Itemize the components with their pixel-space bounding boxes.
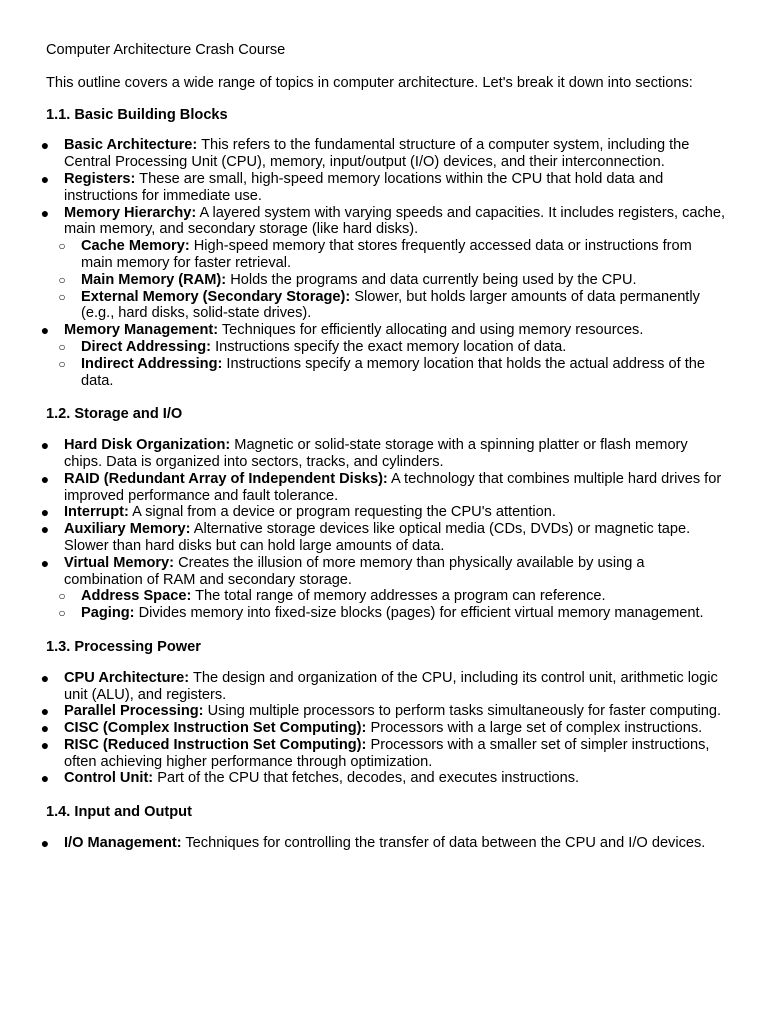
item-description: Creates the illusion of more memory than physically available by using a combination of RAM and secondary storage. bbox=[64, 554, 645, 588]
item-term: CPU Architecture: bbox=[64, 669, 190, 686]
item-term: I/O Management: bbox=[64, 835, 182, 852]
item-description: Using multiple processors to perform tasks simultaneously for faster computing. bbox=[203, 703, 722, 720]
sub-item-term: Cache Memory: bbox=[81, 238, 190, 255]
bullet-list bbox=[40, 669, 726, 788]
sub-list-item bbox=[58, 238, 726, 272]
bullet-list bbox=[40, 437, 726, 622]
list-item bbox=[40, 504, 726, 521]
item-term: Registers: bbox=[64, 170, 136, 187]
item-term: Interrupt: bbox=[64, 504, 129, 521]
sub-item-description: Holds the programs and data currently being used by the CPU. bbox=[226, 271, 637, 288]
sections-container bbox=[40, 106, 726, 852]
bullet-dot-icon: ● bbox=[40, 521, 50, 538]
bullet-circle-icon: ○ bbox=[58, 356, 66, 371]
bullet-circle-icon: ○ bbox=[58, 289, 66, 304]
item-term: Hard Disk Organization: bbox=[64, 437, 231, 454]
item-description: Techniques for controlling the transfer of data between the CPU and I/O devices. bbox=[181, 835, 706, 852]
bullet-circle-icon: ○ bbox=[58, 239, 66, 254]
bullet-dot-icon: ● bbox=[40, 437, 50, 454]
list-item bbox=[40, 170, 726, 205]
sub-item-term: External Memory (Secondary Storage): bbox=[81, 288, 351, 305]
sub-item-term: Main Memory (RAM): bbox=[81, 271, 227, 288]
document-title: Computer Architecture Crash Course bbox=[46, 42, 286, 58]
item-description: Alternative storage devices like optical media (CDs, DVDs) or magnetic tape. Slower than hard disks but can hold large amounts of data. bbox=[64, 521, 691, 554]
bullet-circle-icon: ○ bbox=[58, 272, 66, 287]
sub-item-description: High-speed memory that stores frequently accessed data or instructions from main memory for faster retrieval. bbox=[81, 238, 692, 271]
list-item bbox=[40, 720, 726, 737]
item-description: Techniques for efficiently allocating and using memory resources. bbox=[218, 322, 644, 339]
sub-list-item bbox=[58, 355, 726, 390]
bullet-dot-icon: ● bbox=[40, 470, 50, 487]
bullet-circle-icon: ○ bbox=[58, 339, 66, 354]
bullet-dot-icon: ● bbox=[40, 554, 50, 571]
sub-item-term: Indirect Addressing: bbox=[81, 355, 223, 372]
list-item bbox=[40, 669, 726, 704]
sub-item-term: Direct Addressing: bbox=[81, 338, 212, 355]
bullet-circle-icon: ○ bbox=[58, 606, 66, 621]
item-term: Auxiliary Memory: bbox=[64, 521, 191, 538]
sub-item-description: Instructions specify the exact memory location of data. bbox=[211, 338, 567, 355]
sub-item-description: Instructions specify a memory location that holds the actual address of the data. bbox=[81, 355, 706, 389]
sub-item-description: The total range of memory addresses a program can reference. bbox=[191, 588, 606, 605]
item-description: A signal from a device or program requesting the CPU's attention. bbox=[128, 504, 556, 521]
section-heading: 1.3. Processing Power bbox=[46, 638, 201, 655]
sub-item-term: Paging: bbox=[81, 605, 135, 622]
item-description: These are small, high-speed memory locations within the CPU that hold data and instructions for immediate use. bbox=[64, 170, 664, 204]
item-term: Parallel Processing: bbox=[64, 703, 204, 720]
bullet-dot-icon: ● bbox=[40, 770, 50, 787]
sub-bullet-list bbox=[58, 588, 726, 622]
sub-bullet-list bbox=[58, 338, 726, 389]
bullet-dot-icon: ● bbox=[40, 720, 50, 737]
list-item bbox=[40, 554, 726, 622]
item-term: Memory Hierarchy: bbox=[64, 204, 197, 221]
section-heading: 1.4. Input and Output bbox=[46, 804, 192, 821]
list-item bbox=[40, 437, 726, 471]
sub-list-item bbox=[58, 271, 726, 289]
bullet-circle-icon: ○ bbox=[58, 589, 66, 604]
item-term: CISC (Complex Instruction Set Computing): bbox=[64, 720, 367, 737]
list-item bbox=[40, 521, 726, 555]
bullet-dot-icon: ● bbox=[40, 504, 50, 521]
item-term: RAID (Redundant Array of Independent Disks): bbox=[64, 470, 388, 487]
list-item bbox=[40, 322, 726, 389]
item-term: Virtual Memory: bbox=[64, 554, 175, 571]
list-item bbox=[40, 835, 726, 852]
bullet-dot-icon: ● bbox=[40, 170, 50, 187]
bullet-dot-icon: ● bbox=[40, 736, 50, 753]
sub-list-item bbox=[58, 605, 726, 622]
document-page bbox=[40, 42, 726, 869]
bullet-dot-icon: ● bbox=[40, 137, 50, 154]
sub-bullet-list bbox=[58, 238, 726, 322]
list-item bbox=[40, 137, 726, 171]
section-heading: 1.1. Basic Building Blocks bbox=[46, 106, 228, 123]
list-item bbox=[40, 470, 726, 505]
sub-list-item bbox=[58, 338, 726, 356]
item-description: This refers to the fundamental structure of a computer system, including the Central Processing Unit (CPU), memory, input/output (I/O) devices, and their interconnection. bbox=[64, 137, 690, 171]
item-term: Control Unit: bbox=[64, 770, 154, 787]
list-item bbox=[40, 204, 726, 323]
sub-item-description: Slower, but holds larger amounts of data permanently (e.g., hard disks, solid-state drives). bbox=[81, 288, 700, 322]
item-term: Basic Architecture: bbox=[64, 137, 198, 154]
item-description: A technology that combines multiple hard drives for improved performance and fault tolerance. bbox=[64, 470, 722, 504]
bullet-dot-icon: ● bbox=[40, 669, 50, 686]
list-item bbox=[40, 770, 726, 787]
bullet-list bbox=[40, 137, 726, 389]
bullet-dot-icon: ● bbox=[40, 322, 50, 339]
bullet-list bbox=[40, 835, 726, 852]
item-description: Part of the CPU that fetches, decodes, and executes instructions. bbox=[153, 770, 580, 787]
section-heading: 1.2. Storage and I/O bbox=[46, 406, 183, 423]
item-term: RISC (Reduced Instruction Set Computing): bbox=[64, 736, 367, 753]
bullet-dot-icon: ● bbox=[40, 204, 50, 221]
sub-list-item bbox=[58, 588, 726, 605]
bullet-dot-icon: ● bbox=[40, 835, 50, 852]
list-item bbox=[40, 736, 726, 771]
item-description: Processors with a smaller set of simpler instructions, often achieving higher performance through optimization. bbox=[64, 736, 710, 770]
sub-item-description: Divides memory into fixed-size blocks (pages) for efficient virtual memory management. bbox=[134, 605, 704, 622]
item-description: The design and organization of the CPU, including its control unit, arithmetic logic unit (ALU), and registers. bbox=[64, 669, 718, 703]
item-term: Memory Management: bbox=[64, 322, 219, 339]
item-description: Magnetic or solid-state storage with a spinning platter or flash memory chips. Data is organized into sectors, tracks, and cylinders. bbox=[64, 437, 688, 470]
sub-list-item bbox=[58, 288, 726, 323]
bullet-dot-icon: ● bbox=[40, 703, 50, 720]
item-description: Processors with a large set of complex instructions. bbox=[366, 720, 703, 737]
intro-paragraph: This outline covers a wide range of topics in computer architecture. Let's break it down into sections: bbox=[46, 74, 693, 91]
list-item bbox=[40, 703, 726, 720]
item-description: A layered system with varying speeds and capacities. It includes registers, cache, main memory, and secondary storage (like hard disks). bbox=[64, 204, 726, 238]
sub-item-term: Address Space: bbox=[81, 588, 192, 605]
